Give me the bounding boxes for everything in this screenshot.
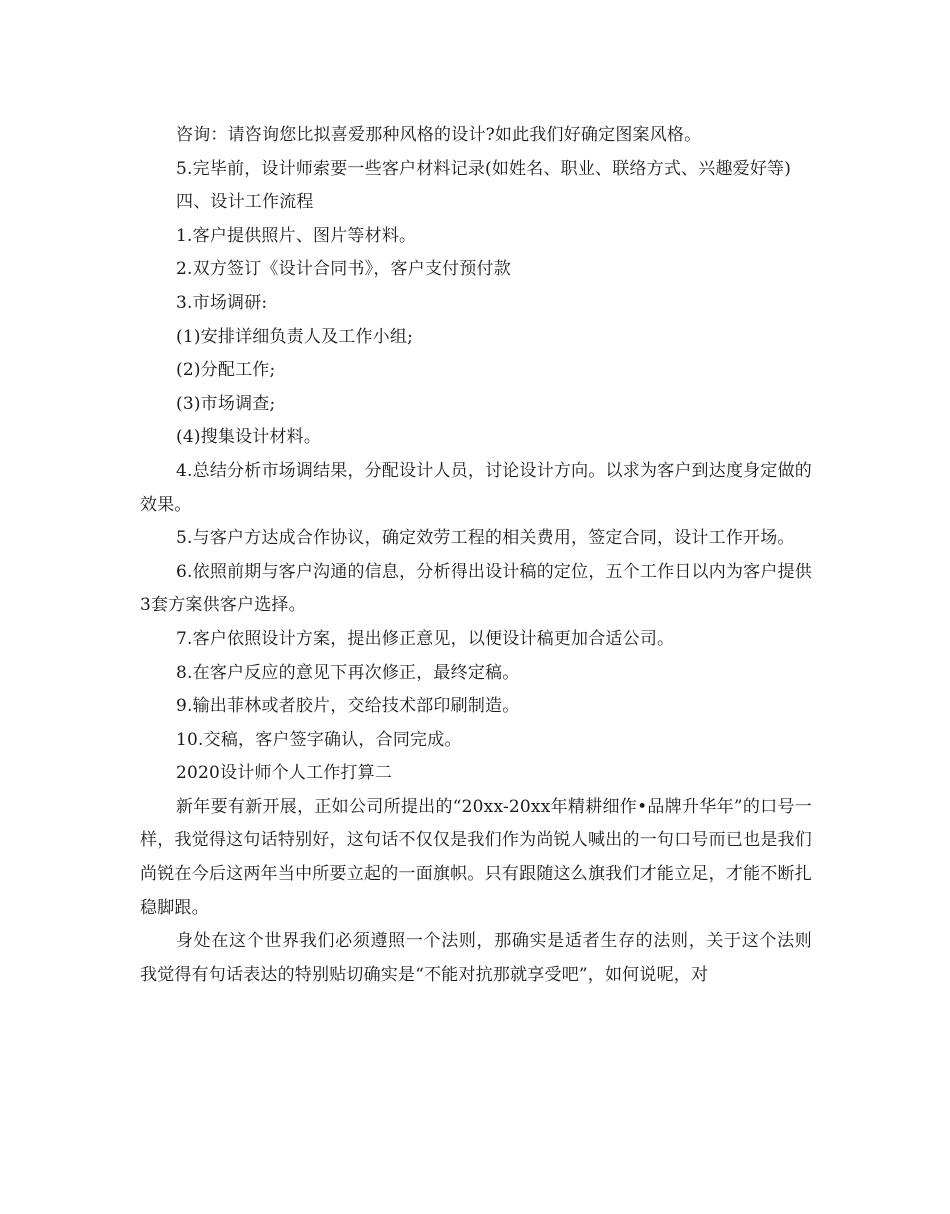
document-body <box>140 119 812 992</box>
sub-list-item: (4)搜集设计材料。 <box>176 427 322 448</box>
list-item: 1.客户提供照片、图片等材料。 <box>176 225 417 246</box>
list-item: 9.输出菲林或者胶片，交给技术部印刷制造。 <box>176 696 520 717</box>
sub-list-item: (1)安排详细负责人及工作小组; <box>176 326 414 347</box>
sub-list-item: (3)市场调查; <box>176 393 276 414</box>
section-title: 2020设计师个人工作打算二 <box>176 763 393 784</box>
list-item: 5.与客户方达成合作协议，确定效劳工程的相关费用，签定合同，设计工作开场。 <box>176 528 795 549</box>
list-item: 8.在客户反应的意见下再次修正，最终定稿。 <box>176 662 520 683</box>
list-item: 7.客户依照设计方案，提出修正意见，以便设计稿更加合适公司。 <box>176 628 675 649</box>
paragraph: 身处在这个世界我们必须遵照一个法则，那确实是适者生存的法则，关于这个法则我觉得有句话表达的特别贴切确实是“不能对抗那就享受吧”，如何说呢，对 <box>140 931 812 985</box>
sub-list-item: (2)分配工作; <box>176 360 276 381</box>
list-item: 2.双方签订《设计合同书》，客户支付预付款 <box>176 259 511 280</box>
list-item: 10.交稿，客户签字确认，合同完成。 <box>176 729 462 750</box>
paragraph: 咨询：请咨询您比拟喜爱那种风格的设计?如此我们好确定图案风格。 <box>176 125 702 145</box>
list-item: 4.总结分析市场调结果，分配设计人员，讨论设计方向。以求为客户到达度身定做的效果。 <box>140 460 812 515</box>
paragraph: 新年要有新开展，正如公司所提出的“20xx-20xx年精耕细作•品牌升华年”的口号一样，我觉得这句话特别好，这句话不仅仅是我们作为尚锐人喊出的一句口号而已也是我们尚锐在今后这两年当中所要立起的一面旗帜。只有跟随这么旗我们才能立足，才能不断扎稳脚跟。 <box>140 796 812 918</box>
section-heading: 四、设计工作流程 <box>176 192 314 213</box>
list-item: 3.市场调研: <box>176 292 268 313</box>
paragraph: 5.完毕前，设计师索要一些客户材料记录(如姓名、职业、联络方式、兴趣爱好等) <box>176 158 792 179</box>
list-item: 6.依照前期与客户沟通的信息，分析得出设计稿的定位，五个工作日以内为客户提供3套方案供客户选择。 <box>140 561 812 616</box>
